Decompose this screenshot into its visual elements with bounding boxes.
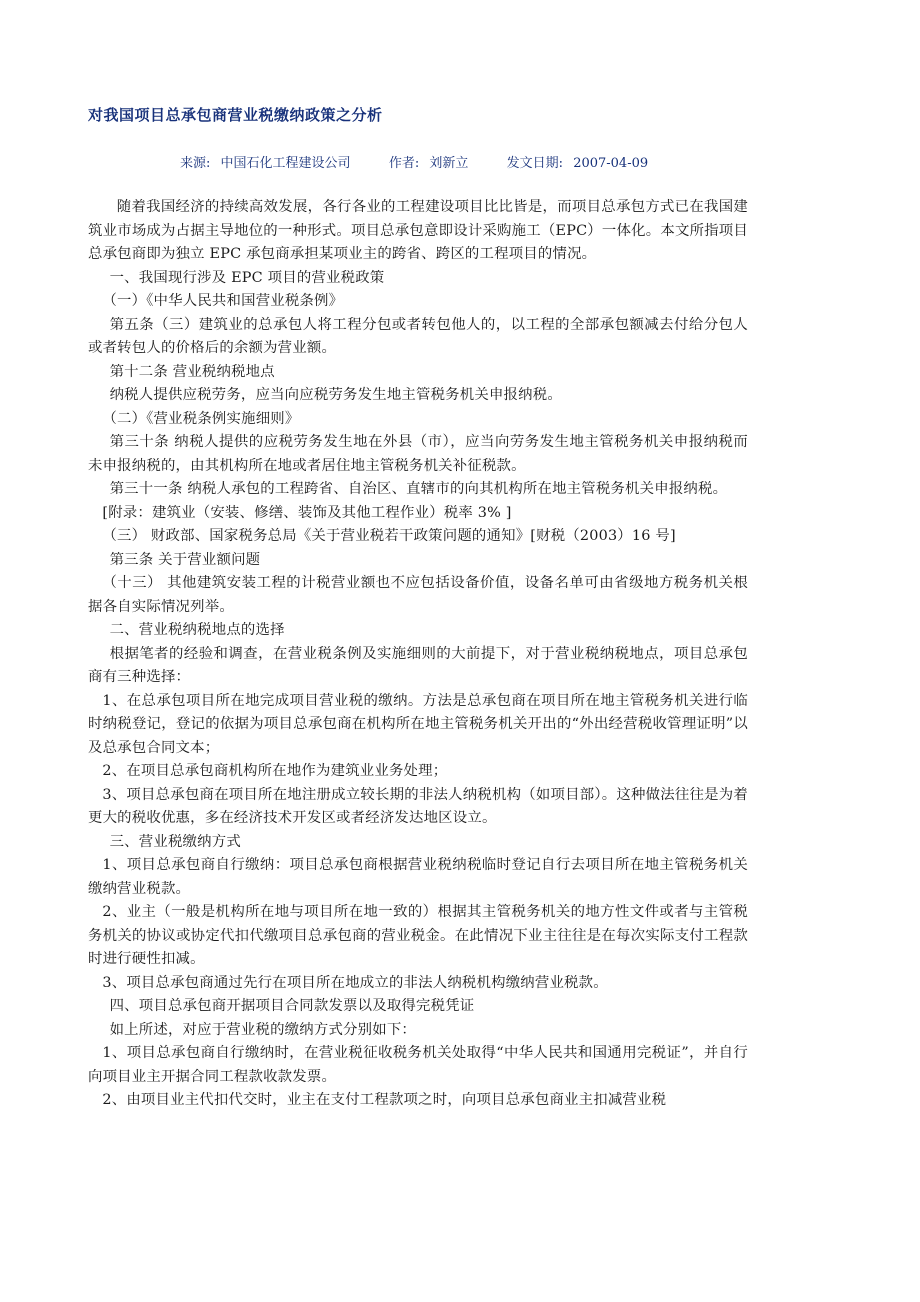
- paragraph: （十三） 其他建筑安装工程的计税营业额也不应包括设备价值，设备名单可由省级地方税务机关根据各自实际情况列举。: [88, 575, 748, 615]
- subsection-heading: （一）《中华人民共和国营业税条例》: [102, 293, 344, 309]
- list-item: 1、在总承包项目所在地完成项目营业税的缴纳。方法是总承包商在项目所在地主管税务机关进行临时纳税登记，登记的依据为项目总承包商在机构所在地主管税务机关开出的“外出经营税收管理证明”以及总承包合同文本；: [88, 692, 748, 756]
- section-heading: 四、项目总承包商开据项目合同款发票以及取得完税凭证: [109, 998, 475, 1014]
- list-item: 3、项目总承包商在项目所在地注册成立较长期的非法人纳税机构（如项目部）。这种做法往往是为着更大的税收优惠，多在经济技术开发区或者经济发达地区设立。: [88, 786, 748, 826]
- paragraph: 第三十条 纳税人提供的应税劳务发生地在外县（市），应当向劳务发生地主管税务机关申报纳税而未申报纳税的，由其机构所在地或者居住地主管税务机关补征税款。: [88, 434, 748, 474]
- subsection-heading: （二）《营业税条例实施细则》: [102, 410, 300, 427]
- list-item: 3、项目总承包商通过先行在项目所在地成立的非法人纳税机构缴纳营业税款。: [102, 974, 608, 991]
- paragraph: 根据笔者的经验和调查，在营业税条例及实施细则的大前提下，对于营业税纳税地点，项目总承包商有三种选择：: [88, 645, 748, 685]
- paragraph: [附录：建筑业（安装、修缮、装饰及其他工程作业）税率 3% ]: [102, 504, 512, 521]
- paragraph: 纳税人提供应税劳务，应当向应税劳务发生地主管税务机关申报纳税。: [109, 387, 562, 403]
- section-heading: 三、营业税缴纳方式: [109, 833, 241, 850]
- source-value: 中国石化工程建设公司: [220, 156, 351, 171]
- author-label: 作者:: [388, 156, 420, 171]
- date-label: 发文日期:: [506, 156, 564, 171]
- paragraph: 第三条 关于营业额问题: [109, 551, 261, 568]
- list-item: 2、由项目业主代扣代交时，业主在支付工程款项之时，向项目总承包商业主扣减营业税: [102, 1092, 667, 1108]
- paragraph: 如上所述，对应于营业税的缴纳方式分别如下：: [109, 1021, 416, 1038]
- document-title: 对我国项目总承包商营业税缴纳政策之分析: [88, 106, 383, 124]
- paragraph: 随着我国经济的持续高效发展，各行各业的工程建设项目比比皆是，而项目总承包方式已在我国建筑业市场成为占据主导地位的一种形式。项目总承包意即设计采购施工（EPC）一体化。本文所指项目总承包商即为独立 EPC 承包商承担某项业主的跨省、跨区的工程项目的情况。: [88, 199, 748, 262]
- list-item: 1、项目总承包商自行缴纳：项目总承包商根据营业税纳税临时登记自行去项目所在地主管税务机关缴纳营业税款。: [88, 857, 748, 897]
- subsection-heading: （三） 财政部、国家税务总局《关于营业税若干政策问题的通知》[财税（2003）16 号]: [102, 528, 676, 544]
- section-heading: 二、营业税纳税地点的选择: [109, 622, 285, 638]
- paragraph: 第三十一条 纳税人承包的工程跨省、自治区、直辖市的向其机构所在地主管税务机关申报纳税。: [109, 481, 728, 497]
- list-item: 2、在项目总承包商机构所在地作为建筑业业务处理；: [102, 763, 448, 779]
- document-body: [88, 196, 748, 1113]
- document-meta: [180, 152, 654, 171]
- source-label: 来源:: [180, 156, 211, 171]
- section-heading: 一、我国现行涉及 EPC 项目的营业税政策: [109, 269, 385, 286]
- list-item: 2、业主（一般是机构所在地与项目所在地一致的）根据其主管税务机关的地方性文件或者与主管税务机关的协议或协定代扣代缴项目总承包商的营业税金。在此情况下业主往往是在每次实际支付工程款时进行硬性扣减。: [88, 904, 748, 967]
- list-item: 1、项目总承包商自行缴纳时，在营业税征收税务机关处取得“中华人民共和国通用完税证”，并自行向项目业主开据合同工程款收款发票。: [88, 1045, 748, 1085]
- paragraph: 第五条（三）建筑业的总承包人将工程分包或者转包他人的，以工程的全部承包额减去付给分包人或者转包人的价格后的余额为营业额。: [88, 316, 748, 356]
- date-value: 2007-04-09: [573, 156, 649, 171]
- author-value: 刘新立: [429, 156, 469, 171]
- paragraph: 第十二条 营业税纳税地点: [109, 363, 275, 380]
